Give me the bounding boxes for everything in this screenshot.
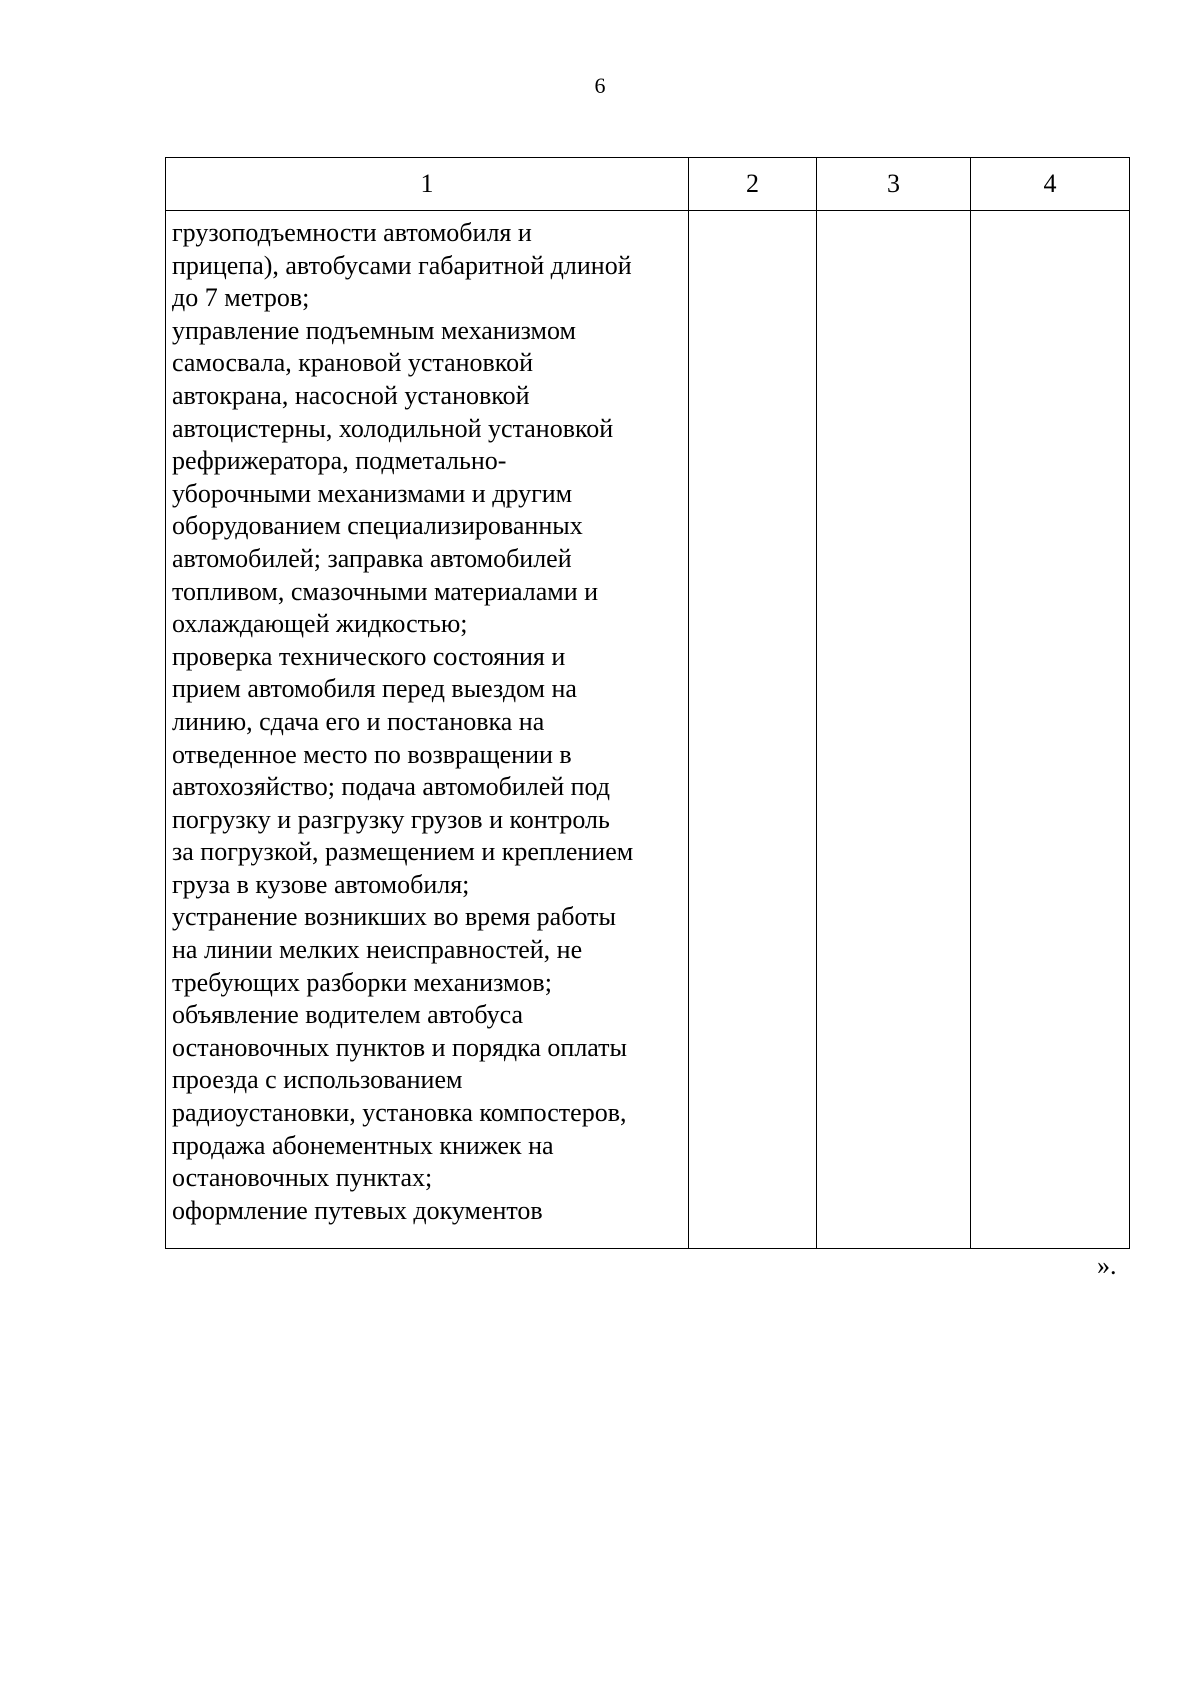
column-4-cell	[971, 211, 1130, 1249]
text-line: остановочных пунктах;	[172, 1163, 433, 1193]
text-line: оформление путевых документов	[172, 1195, 543, 1225]
text-line: груза в кузове автомобиля;	[172, 869, 470, 899]
text-line: за погрузкой, размещением и креплением	[172, 837, 634, 867]
text-line: устранение возникших во время работы	[172, 902, 616, 932]
duties-cell	[166, 211, 689, 1249]
text-line: самосвала, крановой установкой	[172, 348, 534, 378]
column-2-cell	[689, 211, 817, 1249]
text-line: автоцистерны, холодильной установкой	[172, 413, 614, 443]
text-line: на линии мелких неисправностей, не	[172, 935, 583, 965]
text-line: грузоподъемности автомобиля и	[172, 218, 532, 247]
text-line: до 7 метров;	[172, 283, 310, 313]
text-line: остановочных пунктов и порядка оплаты	[172, 1032, 627, 1062]
text-line: объявление водителем автобуса	[172, 1000, 523, 1030]
document-table	[165, 157, 1130, 1249]
text-line: охлаждающей жидкостью;	[172, 609, 468, 639]
text-line: автокрана, насосной установкой	[172, 380, 530, 410]
column-header-2: 2	[689, 158, 817, 211]
table-header-row	[166, 158, 1130, 211]
page-number: 6	[594, 73, 606, 98]
text-line: автохозяйство; подача автомобилей под	[172, 772, 611, 802]
text-line: погрузку и разгрузку грузов и контроль	[172, 804, 610, 834]
column-3-cell	[817, 211, 971, 1249]
text-line: проезда с использованием	[172, 1065, 463, 1095]
column-header-4: 4	[971, 158, 1130, 211]
duties-text	[172, 217, 684, 1227]
text-line: оборудованием специализированных	[172, 511, 583, 541]
text-line: требующих разборки механизмов;	[172, 967, 552, 997]
text-line: автомобилей; заправка автомобилей	[172, 543, 572, 573]
text-line: рефрижератора, подметально-	[172, 446, 507, 476]
table-row	[166, 211, 1130, 1249]
text-line: уборочными механизмами и другим	[172, 478, 573, 508]
column-header-1: 1	[166, 158, 689, 211]
text-line: радиоустановки, установка компостеров,	[172, 1098, 627, 1128]
text-line: проверка технического состояния и	[172, 641, 566, 671]
text-line: прием автомобиля перед выездом на	[172, 674, 577, 704]
text-line: продажа абонементных книжек на	[172, 1130, 554, 1160]
text-line: линию, сдача его и постановка на	[172, 706, 545, 736]
column-header-3: 3	[817, 158, 971, 211]
text-line: отведенное место по возвращении в	[172, 739, 572, 769]
text-line: прицепа), автобусами габаритной длиной	[172, 250, 632, 280]
text-line: управление подъемным механизмом	[172, 315, 576, 345]
text-line: топливом, смазочными материалами и	[172, 576, 599, 606]
closing-quote-mark: ».	[1097, 1251, 1117, 1280]
